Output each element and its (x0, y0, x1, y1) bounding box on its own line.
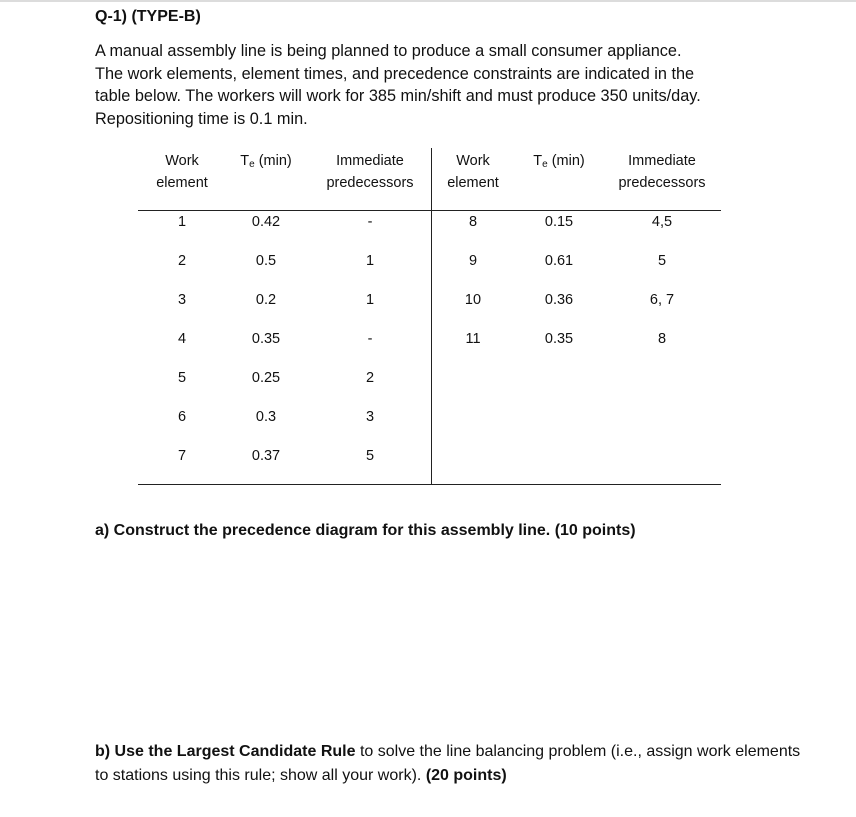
cell-element: 2 (177, 253, 187, 269)
cell-time: 0.2 (255, 292, 277, 308)
cell-element: 4 (177, 331, 187, 347)
problem-statement (95, 40, 795, 130)
cell-predecessors: 5 (657, 253, 667, 269)
cell-predecessors: 1 (365, 292, 375, 308)
cell-predecessors: 3 (365, 409, 375, 425)
cell-predecessors: - (367, 331, 373, 347)
cell-time: 0.35 (251, 331, 281, 347)
cell-element: 9 (468, 253, 478, 269)
intro-line: table below. The workers will work for 385 min/shift and must produce 350 units/day. (95, 87, 701, 106)
cell-element: 5 (177, 370, 187, 386)
cell-time: 0.61 (544, 253, 574, 269)
cell-element: 1 (177, 214, 187, 230)
work-element-table (138, 148, 721, 485)
question-title: Q-1) (TYPE-B) (95, 8, 201, 25)
part-b-points: (20 points) (425, 767, 507, 784)
cell-predecessors: 1 (365, 253, 375, 269)
header-divider (138, 210, 721, 211)
header-work-element: Work element (156, 153, 208, 191)
header-immediate-predecessors: Immediate predecessors (618, 153, 706, 191)
cell-predecessors: 2 (365, 370, 375, 386)
cell-element: 10 (464, 292, 482, 308)
header-work-element: Work element (447, 153, 499, 191)
header-te-min: $T_e$ (min) (240, 153, 292, 170)
cell-predecessors: 5 (365, 448, 375, 464)
cell-element: 6 (177, 409, 187, 425)
cell-time: 0.3 (255, 409, 277, 425)
cell-time: 0.42 (251, 214, 281, 230)
part-b-prefix: b) Use (95, 743, 149, 760)
cell-predecessors: 4,5 (651, 214, 673, 230)
table-bottom-border (138, 484, 721, 485)
intro-line: A manual assembly line is being planned to produce a small consumer appliance. (95, 42, 682, 60)
cell-time: 0.35 (544, 331, 574, 347)
column-divider (431, 148, 432, 485)
intro-line: Repositioning time is 0.1 min. (95, 109, 308, 128)
part-a-points: (10 points) (554, 522, 636, 539)
part-b-question (95, 740, 815, 788)
part-a-text: a) Construct the precedence diagram for this assembly line. (95, 522, 555, 539)
part-a-question (95, 522, 636, 540)
cell-element: 3 (177, 292, 187, 308)
part-b-middle: to solve the line balancing problem (i.e., assign work elements to stations using this rule; show all your work). (95, 743, 801, 784)
cell-element: 11 (465, 331, 481, 347)
part-b-rule: the Largest Candidate Rule (148, 743, 356, 760)
cell-predecessors: - (367, 214, 373, 230)
cell-element: 8 (468, 214, 478, 230)
cell-time: 0.37 (251, 448, 281, 464)
header-te-min: $T_e$ (min) (533, 153, 585, 170)
header-immediate-predecessors: Immediate predecessors (326, 153, 414, 191)
cell-predecessors: 6, 7 (649, 292, 675, 308)
cell-predecessors: 8 (657, 331, 667, 347)
intro-line: The work elements, element times, and precedence constraints are indicated in the (95, 64, 695, 83)
cell-time: 0.15 (544, 214, 574, 230)
cell-time: 0.25 (251, 370, 281, 386)
cell-element: 7 (177, 448, 187, 464)
cell-time: 0.36 (544, 292, 574, 308)
page-top-border (0, 0, 856, 2)
cell-time: 0.5 (255, 253, 277, 269)
